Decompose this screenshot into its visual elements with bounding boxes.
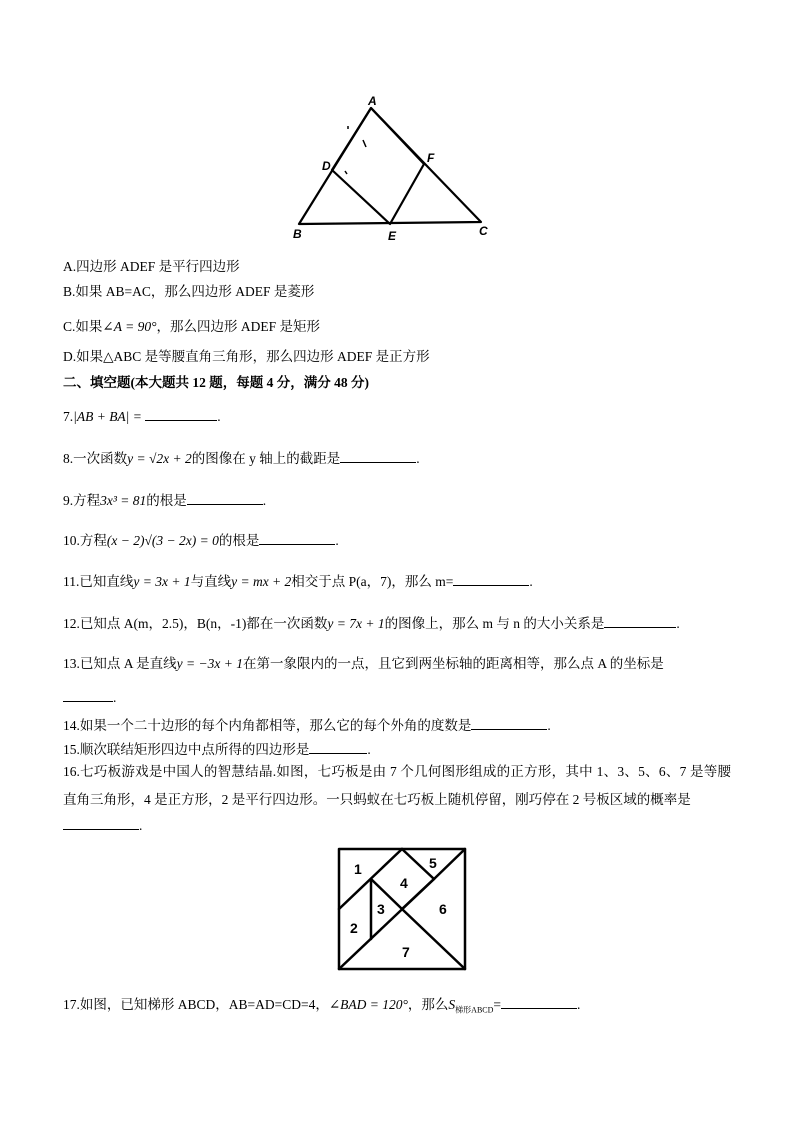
question-7	[63, 408, 221, 426]
q9-math: 3x³ = 81	[100, 493, 147, 508]
q13-end: .	[113, 690, 117, 705]
option-c-pre: C.如果	[63, 319, 103, 334]
q17-end: .	[577, 997, 581, 1012]
q17-subscript: 梯形ABCD	[455, 1005, 494, 1015]
option-b: B.如果 AB=AC，那么四边形 ADEF 是菱形	[63, 284, 315, 299]
label-c: C	[479, 224, 488, 238]
question-14	[63, 717, 551, 735]
q8-post: 的图像在 y 轴上的截距是	[191, 451, 341, 466]
question-12	[63, 615, 680, 633]
q8-end: .	[416, 451, 420, 466]
q17-s: S	[448, 997, 456, 1012]
q17-answer-blank[interactable]	[501, 996, 577, 1009]
q11-math2: y = mx + 2	[231, 574, 292, 589]
q15-text: 15.顺次联结矩形四边中点所得的四边形是	[63, 742, 310, 757]
q7-end: .	[217, 409, 221, 424]
label-e: E	[388, 229, 397, 242]
label-a: A	[368, 94, 377, 108]
tangram-label-1: 1	[354, 861, 362, 877]
q11-pre: 11.已知直线	[63, 574, 134, 589]
section-title: 二、填空题(本大题共 12 题，每题 4 分，满分 48 分)	[63, 375, 369, 390]
q12-answer-blank[interactable]	[604, 615, 676, 628]
q9-end: .	[262, 493, 267, 508]
parallelogram-adef	[332, 108, 424, 224]
q11-answer-blank[interactable]	[453, 573, 529, 586]
question-15	[63, 741, 371, 759]
q16-answer-blank[interactable]	[63, 817, 139, 830]
q8-pre: 8.一次函数	[63, 451, 128, 466]
tangram-label-7: 7	[402, 944, 410, 960]
q10-pre: 10.方程	[63, 533, 107, 548]
q9-post: 的根是	[146, 493, 187, 508]
question-16	[63, 758, 731, 814]
question-16-continued	[63, 817, 142, 835]
q11-post: 相交于点 P(a，7)，那么 m=	[291, 574, 454, 589]
tangram-label-5: 5	[429, 855, 437, 871]
q17-math: ∠BAD = 120°	[328, 997, 408, 1012]
q12-post: 的图像上，那么 m 与 n 的大小关系是	[384, 616, 605, 631]
q11-mid: 与直线	[190, 574, 232, 589]
q13-answer-blank[interactable]	[63, 689, 113, 702]
question-17	[63, 996, 580, 1020]
q7-number: 7.	[63, 409, 74, 424]
q16-text: 16.七巧板游戏是中国人的智慧结晶.如图，七巧板是由 7 个几何图形组成的正方形，其中 1、3、5、6、7 是等腰直角三角形，4 是正方形，2 是平行四边形。一只蚂蚁在七巧板上随机停留，刚巧停在 2 号板区域的概率是	[63, 764, 731, 807]
q10-answer-blank[interactable]	[259, 532, 335, 545]
tangram-label-3: 3	[377, 901, 385, 917]
triangle-figure	[285, 92, 495, 242]
q17-mid: ，那么	[407, 997, 449, 1012]
question-11	[63, 573, 533, 591]
q8-math: y = √2x + 2	[127, 451, 192, 466]
option-c-post: ，那么四边形 ADEF 是矩形	[156, 319, 320, 334]
q12-math: y = 7x + 1	[327, 616, 385, 631]
q12-end: .	[676, 616, 680, 631]
label-d: D	[322, 159, 331, 173]
question-13-continued	[63, 689, 116, 707]
q15-answer-blank[interactable]	[309, 741, 367, 754]
q14-end: .	[547, 718, 551, 733]
q13-math: y = −3x + 1	[176, 656, 243, 671]
q10-post: 的根是	[218, 533, 260, 548]
q11-math1: y = 3x + 1	[133, 574, 191, 589]
q13-post: 在第一象限内的一点，且它到两坐标轴的距离相等，那么点 A 的坐标是	[242, 656, 664, 671]
q11-end: .	[529, 574, 533, 589]
q14-text: 14.如果一个二十边形的每个内角都相等，那么它的每个外角的度数是	[63, 718, 472, 733]
question-8	[63, 450, 420, 468]
q12-pre: 12.已知点 A(m，2.5)，B(n，-1)都在一次函数	[63, 616, 328, 631]
q10-math: (x − 2)√(3 − 2x) = 0	[106, 533, 219, 548]
tangram-figure	[336, 846, 468, 972]
option-c-math: ∠A = 90°	[102, 319, 157, 334]
tangram-label-2: 2	[350, 920, 358, 936]
q16-end: .	[139, 818, 143, 833]
option-d: D.如果△ABC 是等腰直角三角形，那么四边形 ADEF 是正方形	[63, 349, 430, 364]
question-9	[63, 492, 266, 510]
option-a: A.四边形 ADEF 是平行四边形	[63, 259, 240, 274]
q9-pre: 9.方程	[63, 493, 101, 508]
q8-answer-blank[interactable]	[340, 450, 416, 463]
q14-answer-blank[interactable]	[471, 717, 547, 730]
label-b: B	[293, 227, 302, 241]
label-f: F	[427, 151, 435, 165]
q7-math: |AB + BA| =	[73, 409, 142, 424]
tangram-label-4: 4	[400, 875, 408, 891]
q17-pre: 17.如图，已知梯形 ABCD，AB=AD=CD=4，	[63, 997, 329, 1012]
q13-pre: 13.已知点 A 是直线	[63, 656, 177, 671]
q10-end: .	[335, 533, 339, 548]
q7-answer-blank[interactable]	[145, 408, 217, 421]
question-10	[63, 532, 339, 550]
tangram-label-6: 6	[439, 901, 447, 917]
question-13	[63, 655, 664, 673]
option-c	[63, 318, 320, 336]
q15-end: .	[367, 742, 371, 757]
q9-answer-blank[interactable]	[187, 492, 263, 505]
q17-post: =	[493, 997, 502, 1012]
